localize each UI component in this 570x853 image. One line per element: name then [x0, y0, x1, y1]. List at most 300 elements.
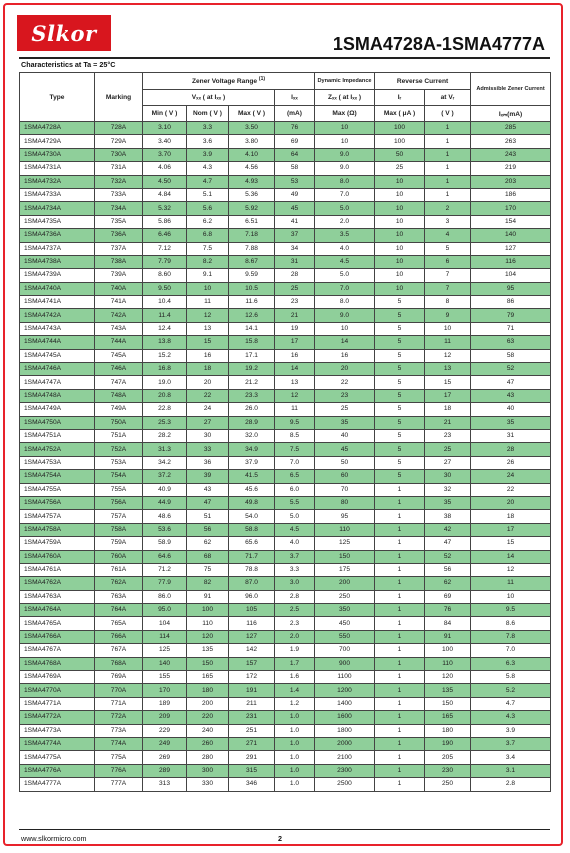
table-cell: 7.18	[229, 229, 275, 242]
table-cell: 742A	[95, 309, 143, 322]
table-cell: 28	[275, 269, 315, 282]
table-cell: 728A	[95, 122, 143, 135]
table-cell: 738A	[95, 255, 143, 268]
table-cell: 6	[425, 255, 471, 268]
table-cell: 11.6	[229, 296, 275, 309]
table-cell: 5	[375, 470, 425, 483]
table-cell: 53	[275, 175, 315, 188]
table-cell: 24	[187, 403, 229, 416]
table-cell: 700	[315, 644, 375, 657]
table-cell: 1.0	[275, 737, 315, 750]
table-cell: 777A	[95, 778, 143, 791]
table-cell: 16	[315, 349, 375, 362]
table-cell: 45.6	[229, 483, 275, 496]
table-cell: 773A	[95, 724, 143, 737]
table-cell: 2300	[315, 764, 375, 777]
table-cell: 8.6	[471, 617, 551, 630]
table-row	[20, 550, 551, 563]
table-cell: 34	[275, 242, 315, 255]
table-cell: 15.2	[143, 349, 187, 362]
logo-text: Slkor	[31, 20, 97, 46]
table-cell: 3.9	[187, 148, 229, 161]
table-cell: 1100	[315, 671, 375, 684]
table-cell: 6.8	[187, 229, 229, 242]
table-cell: 759A	[95, 537, 143, 550]
table-cell: 285	[471, 122, 551, 135]
table-row	[20, 229, 551, 242]
table-cell: 1	[375, 496, 425, 509]
header-reverse-current: Reverse Current	[375, 73, 471, 90]
table-cell: 142	[229, 644, 275, 657]
table-cell: 96.0	[229, 590, 275, 603]
table-row	[20, 215, 551, 228]
table-row	[20, 389, 551, 402]
table-cell: 1.0	[275, 724, 315, 737]
table-cell: 20	[471, 496, 551, 509]
table-cell: 1SMA4735A	[20, 215, 95, 228]
table-cell: 1SMA4764A	[20, 604, 95, 617]
table-cell: 1	[375, 684, 425, 697]
table-cell: 1SMA4743A	[20, 322, 95, 335]
table-cell: 1	[375, 697, 425, 710]
table-cell: 1	[425, 162, 471, 175]
table-cell: 32	[425, 483, 471, 496]
table-cell: 10.4	[143, 296, 187, 309]
table-cell: 10	[375, 202, 425, 215]
table-cell: 21.2	[229, 376, 275, 389]
table-cell: 753A	[95, 456, 143, 469]
table-cell: 2	[425, 202, 471, 215]
table-cell: 3.0	[275, 577, 315, 590]
table-cell: 71.2	[143, 563, 187, 576]
table-cell: 1	[375, 483, 425, 496]
table-cell: 9.1	[187, 269, 229, 282]
table-cell: 203	[471, 175, 551, 188]
table-cell: 17.1	[229, 349, 275, 362]
table-cell: 747A	[95, 376, 143, 389]
table-cell: 95.0	[143, 604, 187, 617]
table-cell: 3.6	[187, 135, 229, 148]
table-cell: 20	[315, 363, 375, 376]
table-cell: 1.4	[275, 684, 315, 697]
table-cell: 30	[425, 470, 471, 483]
table-cell: 79	[471, 309, 551, 322]
table-cell: 1SMA4768A	[20, 657, 95, 670]
table-cell: 127	[229, 630, 275, 643]
table-cell: 763A	[95, 590, 143, 603]
table-row	[20, 577, 551, 590]
table-cell: 5.32	[143, 202, 187, 215]
table-cell: 10	[375, 188, 425, 201]
table-cell: 6.2	[187, 215, 229, 228]
table-cell: 58	[275, 162, 315, 175]
table-cell: 135	[425, 684, 471, 697]
table-cell: 5	[375, 322, 425, 335]
table-cell: 41.5	[229, 470, 275, 483]
table-cell: 1	[375, 590, 425, 603]
table-cell: 1800	[315, 724, 375, 737]
table-cell: 8.0	[315, 296, 375, 309]
header-izm: Iₓₘ(mA)	[471, 106, 551, 122]
table-cell: 65.6	[229, 537, 275, 550]
table-cell: 39	[187, 470, 229, 483]
header-vz: Vₓₓ ( at Iₓₓ )	[143, 90, 275, 106]
table-cell: 10	[425, 322, 471, 335]
table-cell: 219	[471, 162, 551, 175]
table-cell: 56	[187, 523, 229, 536]
page-number: 2	[278, 834, 282, 843]
table-cell: 1SMA4770A	[20, 684, 95, 697]
table-cell: 35	[471, 416, 551, 429]
table-cell: 49.8	[229, 496, 275, 509]
table-cell: 125	[315, 537, 375, 550]
table-cell: 3.3	[275, 563, 315, 576]
table-cell: 14	[315, 336, 375, 349]
table-cell: 1SMA4766A	[20, 630, 95, 643]
table-cell: 10	[375, 229, 425, 242]
table-cell: 1	[425, 148, 471, 161]
table-cell: 1SMA4755A	[20, 483, 95, 496]
table-cell: 47	[425, 537, 471, 550]
table-cell: 53.6	[143, 523, 187, 536]
table-cell: 3.7	[471, 737, 551, 750]
table-cell: 5	[375, 376, 425, 389]
table-cell: 54.0	[229, 510, 275, 523]
table-row	[20, 242, 551, 255]
table-cell: 11	[187, 296, 229, 309]
table-cell: 7.0	[315, 282, 375, 295]
table-row	[20, 644, 551, 657]
table-cell: 774A	[95, 737, 143, 750]
table-cell: 11	[471, 577, 551, 590]
table-cell: 37.2	[143, 470, 187, 483]
table-cell: 1.0	[275, 751, 315, 764]
table-cell: 209	[143, 711, 187, 724]
table-cell: 1	[375, 523, 425, 536]
table-cell: 190	[425, 737, 471, 750]
table-cell: 23.3	[229, 389, 275, 402]
table-cell: 5	[375, 363, 425, 376]
table-cell: 21	[425, 416, 471, 429]
table-cell: 1SMA4746A	[20, 363, 95, 376]
table-cell: 757A	[95, 510, 143, 523]
table-row	[20, 697, 551, 710]
table-cell: 80	[315, 496, 375, 509]
table-row	[20, 122, 551, 135]
table-row	[20, 711, 551, 724]
table-cell: 4.7	[471, 697, 551, 710]
table-cell: 745A	[95, 349, 143, 362]
table-cell: 100	[425, 644, 471, 657]
header-admissible-zener-current: Admissible Zener Current	[471, 73, 551, 106]
table-cell: 5.0	[275, 510, 315, 523]
table-cell: 10	[375, 175, 425, 188]
table-cell: 1SMA4753A	[20, 456, 95, 469]
table-cell: 186	[471, 188, 551, 201]
table-cell: 110	[187, 617, 229, 630]
table-cell: 17	[275, 336, 315, 349]
table-row	[20, 483, 551, 496]
table-cell: 756A	[95, 496, 143, 509]
table-cell: 2.5	[275, 604, 315, 617]
table-cell: 14	[471, 550, 551, 563]
table-cell: 750A	[95, 416, 143, 429]
table-row	[20, 416, 551, 429]
table-cell: 5	[425, 242, 471, 255]
header-min: Min ( V )	[143, 106, 187, 122]
table-row	[20, 537, 551, 550]
table-cell: 1600	[315, 711, 375, 724]
table-cell: 82	[187, 577, 229, 590]
table-cell: 1SMA4758A	[20, 523, 95, 536]
table-cell: 1400	[315, 697, 375, 710]
table-cell: 7	[425, 282, 471, 295]
table-cell: 191	[229, 684, 275, 697]
header-marking: Marking	[95, 73, 143, 122]
header-at-vr: at Vᵣ	[425, 90, 471, 106]
table-cell: 3	[425, 215, 471, 228]
table-cell: 175	[315, 563, 375, 576]
table-row	[20, 443, 551, 456]
table-cell: 315	[229, 764, 275, 777]
table-cell: 63	[471, 336, 551, 349]
table-cell: 755A	[95, 483, 143, 496]
table-cell: 2000	[315, 737, 375, 750]
table-cell: 11.4	[143, 309, 187, 322]
table-cell: 1SMA4752A	[20, 443, 95, 456]
table-cell: 1SMA4733A	[20, 188, 95, 201]
table-cell: 35	[425, 496, 471, 509]
table-row	[20, 336, 551, 349]
page-title: 1SMA4728A-1SMA4777A	[332, 34, 545, 54]
header-dynamic-impedance: Dynamic Impedance	[315, 73, 375, 90]
footer-website: www.slkormicro.com	[21, 834, 87, 843]
table-cell: 8.0	[315, 175, 375, 188]
table-cell: 19.2	[229, 363, 275, 376]
header-rule	[19, 57, 550, 59]
table-cell: 752A	[95, 443, 143, 456]
table-cell: 77.9	[143, 577, 187, 590]
table-cell: 58.8	[229, 523, 275, 536]
table-cell: 1	[375, 630, 425, 643]
table-body	[20, 122, 551, 792]
table-cell: 37.9	[229, 456, 275, 469]
table-cell: 172	[229, 671, 275, 684]
table-cell: 36	[187, 456, 229, 469]
table-cell: 100	[187, 604, 229, 617]
table-row	[20, 376, 551, 389]
table-cell: 10	[471, 590, 551, 603]
table-row	[20, 148, 551, 161]
table-cell: 8.60	[143, 269, 187, 282]
table-cell: 48.6	[143, 510, 187, 523]
table-cell: 27	[187, 416, 229, 429]
table-cell: 120	[187, 630, 229, 643]
table-cell: 771A	[95, 697, 143, 710]
table-cell: 250	[425, 778, 471, 791]
table-cell: 731A	[95, 162, 143, 175]
table-cell: 13	[187, 322, 229, 335]
table-cell: 205	[425, 751, 471, 764]
table-cell: 10	[375, 242, 425, 255]
table-cell: 260	[187, 737, 229, 750]
table-cell: 1SMA4754A	[20, 470, 95, 483]
table-row	[20, 322, 551, 335]
table-cell: 291	[229, 751, 275, 764]
table-cell: 26	[471, 456, 551, 469]
table-row	[20, 724, 551, 737]
table-cell: 748A	[95, 389, 143, 402]
table-cell: 1SMA4774A	[20, 737, 95, 750]
table-cell: 1SMA4763A	[20, 590, 95, 603]
table-cell: 1	[425, 188, 471, 201]
table-cell: 1	[375, 604, 425, 617]
table-cell: 1SMA4737A	[20, 242, 95, 255]
table-cell: 271	[229, 737, 275, 750]
table-cell: 3.70	[143, 148, 187, 161]
table-cell: 31	[471, 429, 551, 442]
table-row	[20, 778, 551, 791]
table-cell: 4.93	[229, 175, 275, 188]
table-cell: 34.9	[229, 443, 275, 456]
table-cell: 1SMA4736A	[20, 229, 95, 242]
table-cell: 5	[375, 336, 425, 349]
table-cell: 23	[425, 429, 471, 442]
table-cell: 211	[229, 697, 275, 710]
table-cell: 5.0	[315, 202, 375, 215]
table-cell: 733A	[95, 188, 143, 201]
table-cell: 44.9	[143, 496, 187, 509]
table-cell: 70	[315, 483, 375, 496]
characteristics-table	[19, 72, 551, 792]
table-cell: 116	[229, 617, 275, 630]
table-cell: 16.8	[143, 363, 187, 376]
table-cell: 269	[143, 751, 187, 764]
table-cell: 5.36	[229, 188, 275, 201]
table-cell: 1.9	[275, 644, 315, 657]
table-cell: 4.50	[143, 175, 187, 188]
table-cell: 280	[187, 751, 229, 764]
table-cell: 732A	[95, 175, 143, 188]
table-cell: 5	[375, 416, 425, 429]
table-cell: 150	[315, 550, 375, 563]
table-cell: 12	[471, 563, 551, 576]
table-cell: 1	[375, 724, 425, 737]
table-cell: 27	[425, 456, 471, 469]
table-cell: 45	[315, 443, 375, 456]
table-cell: 765A	[95, 617, 143, 630]
table-row	[20, 684, 551, 697]
table-cell: 62	[425, 577, 471, 590]
table-cell: 764A	[95, 604, 143, 617]
table-cell: 231	[229, 711, 275, 724]
header-nom: Nom ( V )	[187, 106, 229, 122]
table-cell: 24	[471, 470, 551, 483]
table-cell: 33	[187, 443, 229, 456]
table-cell: 6.3	[471, 657, 551, 670]
zener-range-note: (1)	[258, 76, 266, 83]
table-cell: 1SMA4750A	[20, 416, 95, 429]
table-cell: 10	[187, 282, 229, 295]
table-cell: 1	[375, 550, 425, 563]
table-cell: 170	[143, 684, 187, 697]
table-cell: 28.2	[143, 429, 187, 442]
table-cell: 1	[375, 711, 425, 724]
table-cell: 10	[375, 282, 425, 295]
table-row	[20, 309, 551, 322]
table-cell: 769A	[95, 671, 143, 684]
header-izt: Iₓₓ	[275, 90, 315, 106]
table-cell: 17	[425, 389, 471, 402]
table-cell: 13	[275, 376, 315, 389]
table-cell: 734A	[95, 202, 143, 215]
table-cell: 450	[315, 617, 375, 630]
table-cell: 140	[471, 229, 551, 242]
table-cell: 22	[315, 376, 375, 389]
table-cell: 69	[275, 135, 315, 148]
table-cell: 104	[471, 269, 551, 282]
table-cell: 4.5	[275, 523, 315, 536]
table-cell: 135	[187, 644, 229, 657]
table-cell: 52	[425, 550, 471, 563]
header-zener-voltage-range	[143, 73, 315, 90]
table-cell: 5	[375, 389, 425, 402]
table-cell: 1	[375, 671, 425, 684]
table-cell: 37	[275, 229, 315, 242]
table-cell: 15	[471, 537, 551, 550]
table-cell: 64	[275, 148, 315, 161]
table-cell: 1	[375, 737, 425, 750]
table-cell: 7.88	[229, 242, 275, 255]
table-row	[20, 349, 551, 362]
table-cell: 346	[229, 778, 275, 791]
table-cell: 13.8	[143, 336, 187, 349]
table-cell: 31	[275, 255, 315, 268]
table-cell: 240	[187, 724, 229, 737]
table-cell: 1SMA4741A	[20, 296, 95, 309]
table-cell: 1SMA4765A	[20, 617, 95, 630]
table-cell: 2.3	[275, 617, 315, 630]
table-cell: 7.79	[143, 255, 187, 268]
table-cell: 2.8	[275, 590, 315, 603]
table-cell: 4.3	[187, 162, 229, 175]
table-cell: 3.7	[275, 550, 315, 563]
header-izt-unit: (mA)	[275, 106, 315, 122]
table-cell: 62	[187, 537, 229, 550]
table-cell: 767A	[95, 644, 143, 657]
table-cell: 4.56	[229, 162, 275, 175]
table-cell: 41	[275, 215, 315, 228]
table-cell: 754A	[95, 470, 143, 483]
table-cell: 25	[425, 443, 471, 456]
table-cell: 1SMA4757A	[20, 510, 95, 523]
table-cell: 3.5	[315, 229, 375, 242]
table-cell: 43	[187, 483, 229, 496]
table-row	[20, 604, 551, 617]
table-cell: 1SMA4742A	[20, 309, 95, 322]
table-cell: 313	[143, 778, 187, 791]
table-cell: 40	[315, 429, 375, 442]
table-cell: 776A	[95, 764, 143, 777]
table-row	[20, 617, 551, 630]
table-cell: 736A	[95, 229, 143, 242]
table-cell: 4.5	[315, 255, 375, 268]
table-cell: 4	[425, 229, 471, 242]
table-cell: 766A	[95, 630, 143, 643]
table-cell: 11	[425, 336, 471, 349]
table-cell: 104	[143, 617, 187, 630]
table-cell: 7.0	[275, 456, 315, 469]
